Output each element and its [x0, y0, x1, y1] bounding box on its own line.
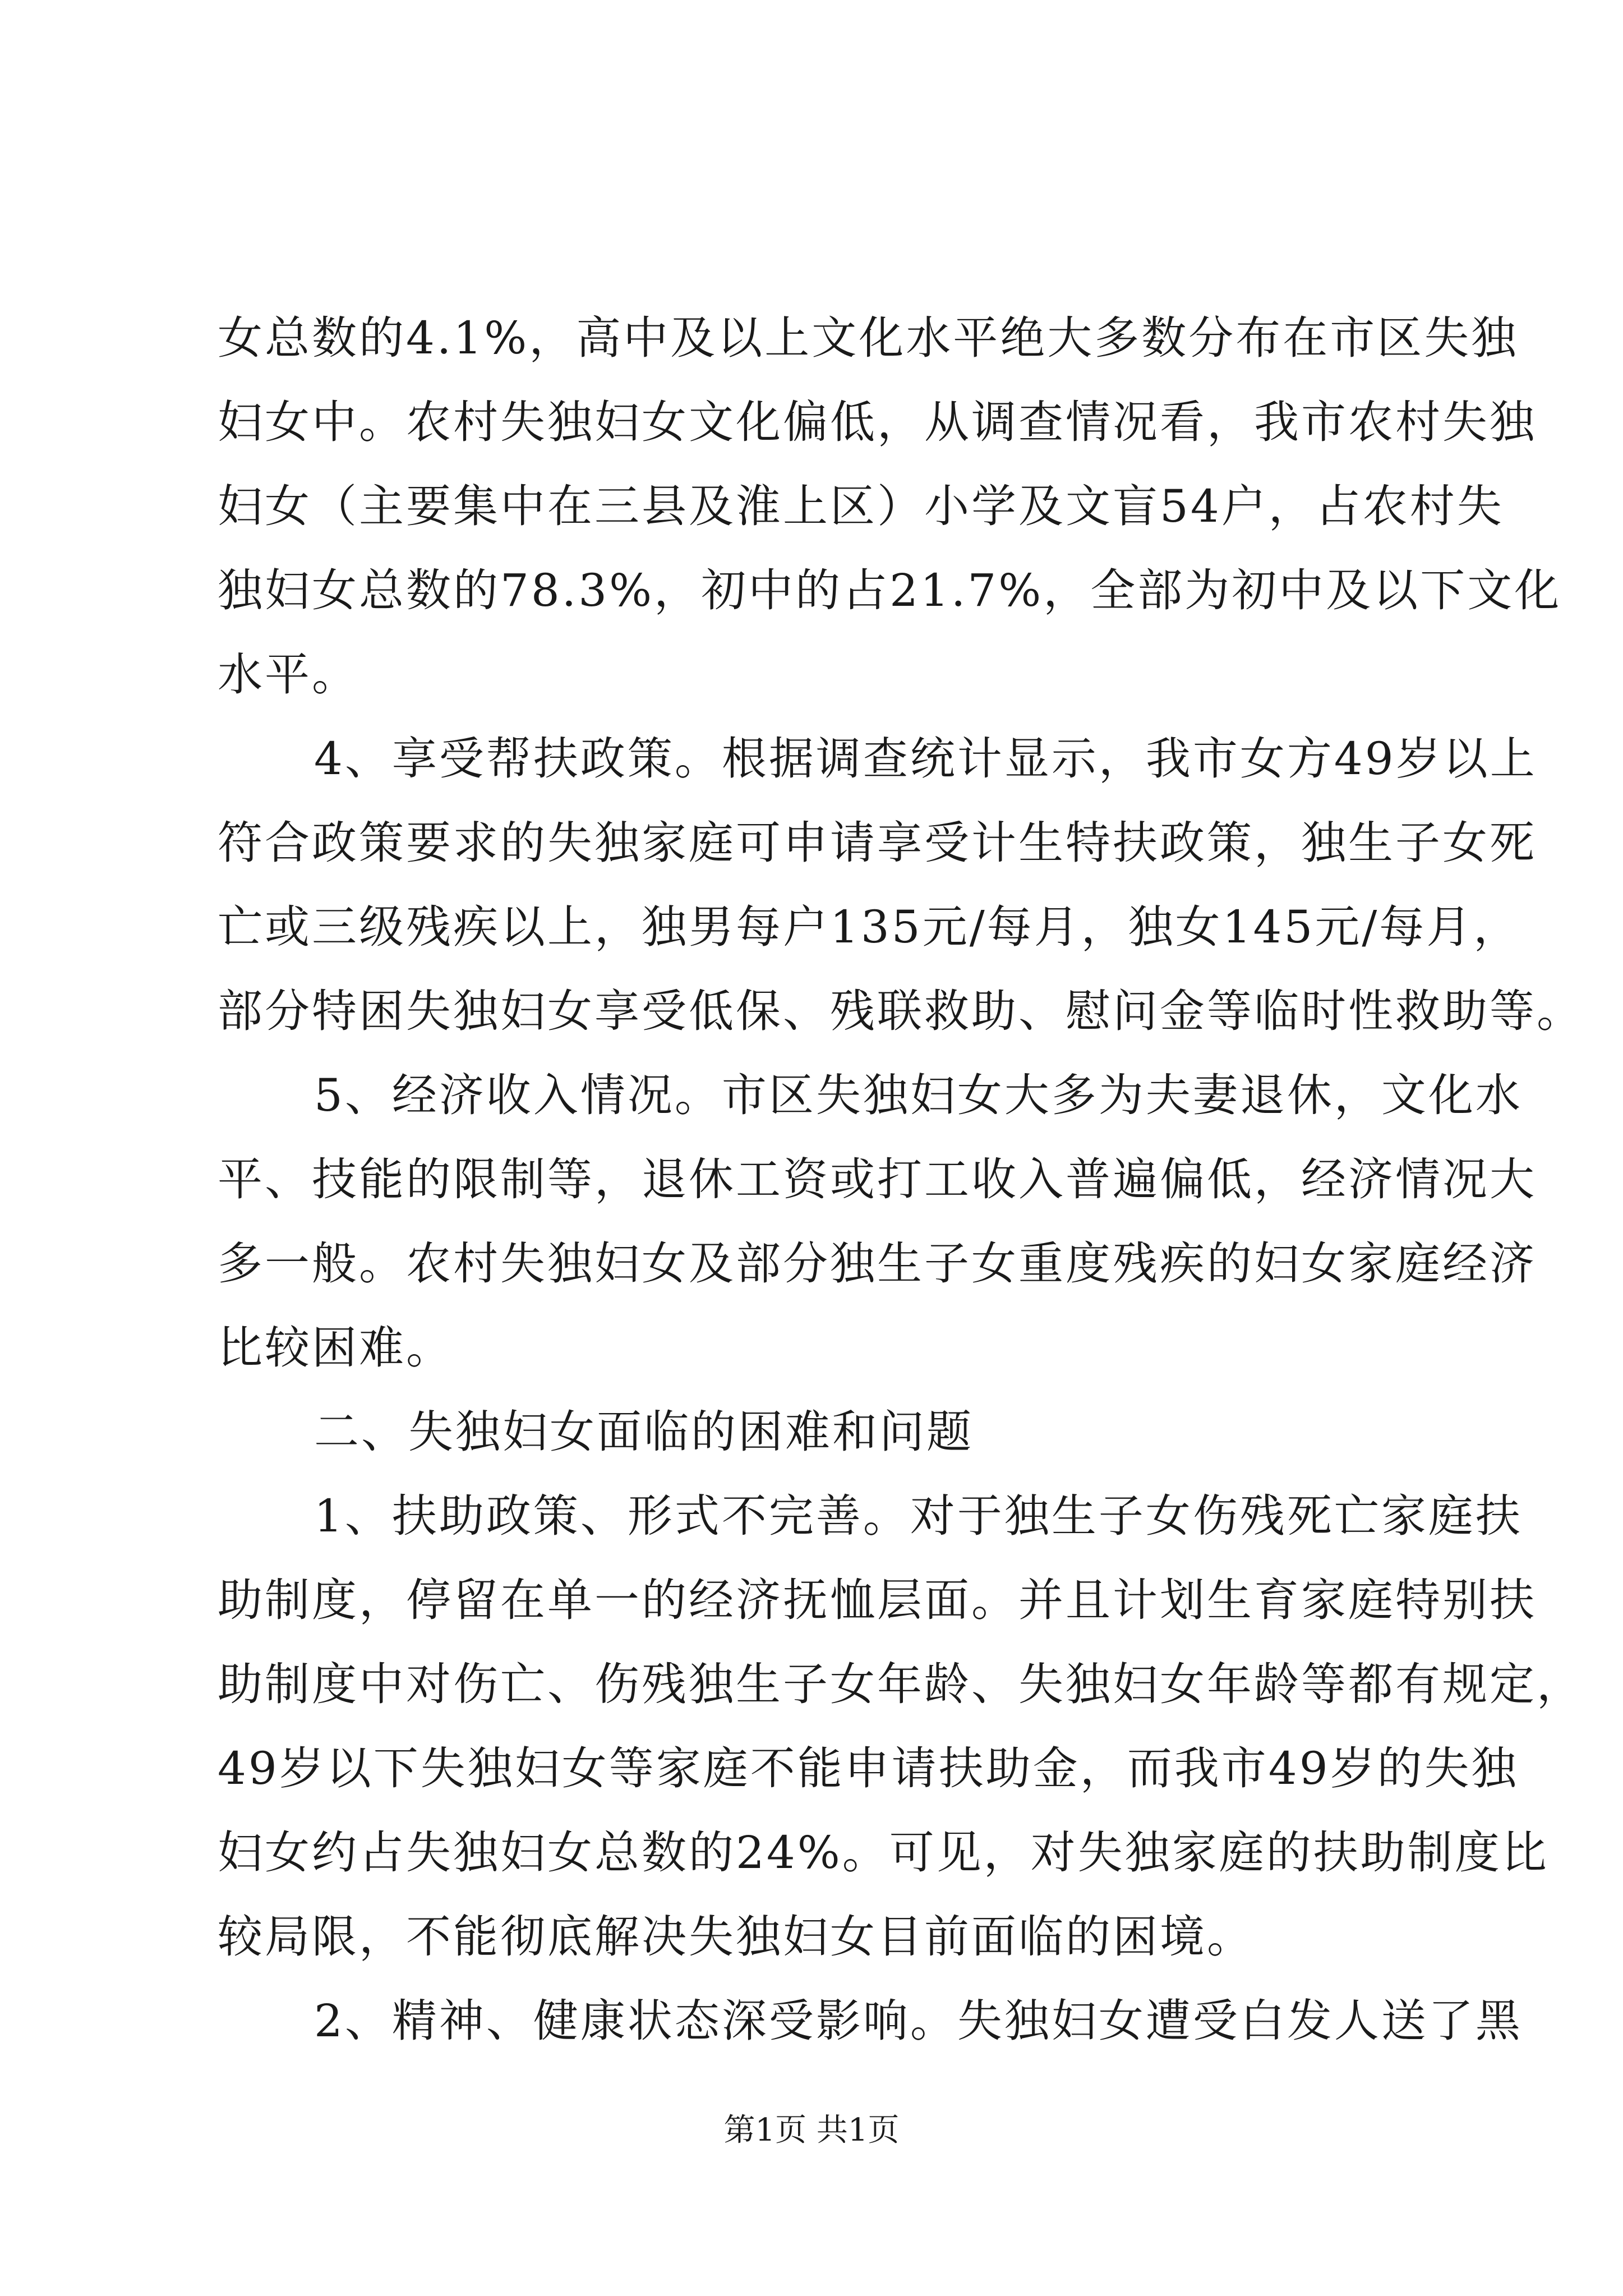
- text-line: 妇女（主要集中在三县及淮上区）小学及文盲54户，占农村失: [218, 480, 1504, 532]
- text-line: 独妇女总数的78.3%，初中的占21.7%，全部为初中及以下文化: [218, 564, 1562, 616]
- text-line: 符合政策要求的失独家庭可申请享受计生特扶政策，独生子女死: [218, 817, 1537, 869]
- text-line: 女总数的4.1%，高中及以上文化水平绝大多数分布在市区失独: [218, 312, 1519, 364]
- text-line: 4、享受帮扶政策。根据调查统计显示，我市女方49岁以上: [314, 733, 1537, 785]
- text-line: 助制度中对伤亡、伤残独生子女年龄、失独妇女年龄等都有规定，: [218, 1658, 1584, 1710]
- text-line: 比较困难。: [218, 1322, 453, 1374]
- text-line: 较局限，不能彻底解决失独妇女目前面临的困境。: [218, 1911, 1254, 1963]
- document-body: [218, 296, 1584, 2063]
- text-line: 平、技能的限制等，退休工资或打工收入普遍偏低，经济情况大: [218, 1153, 1537, 1205]
- text-line: 妇女中。农村失独妇女文化偏低，从调查情况看，我市农村失独: [218, 396, 1537, 448]
- text-line: 妇女约占失独妇女总数的24%。可见，对失独家庭的扶助制度比: [218, 1826, 1549, 1879]
- page-footer: 第1页 共1页: [723, 2112, 900, 2148]
- text-line: 多一般。农村失独妇女及部分独生子女重度残疾的妇女家庭经济: [218, 1237, 1537, 1290]
- text-line: 水平。: [218, 648, 359, 701]
- text-line: 5、经济收入情况。市区失独妇女大多为夫妻退休，文化水: [314, 1069, 1523, 1121]
- text-line: 二、失独妇女面临的困难和问题: [314, 1406, 974, 1458]
- text-line: 助制度，停留在单一的经济抚恤层面。并且计划生育家庭特别扶: [218, 1574, 1537, 1626]
- text-line: 部分特困失独妇女享受低保、残联救助、慰问金等临时性救助等。: [218, 985, 1584, 1037]
- text-line: 2、精神、健康状态深受影响。失独妇女遭受白发人送了黑: [314, 1995, 1523, 2047]
- text-line: 49岁以下失独妇女等家庭不能申请扶助金，而我市49岁的失独: [218, 1742, 1519, 1795]
- text-line: 亡或三级残疾以上，独男每户135元/每月，独女145元/每月，: [218, 901, 1521, 953]
- text-line: 1、扶助政策、形式不完善。对于独生子女伤残死亡家庭扶: [314, 1490, 1523, 1542]
